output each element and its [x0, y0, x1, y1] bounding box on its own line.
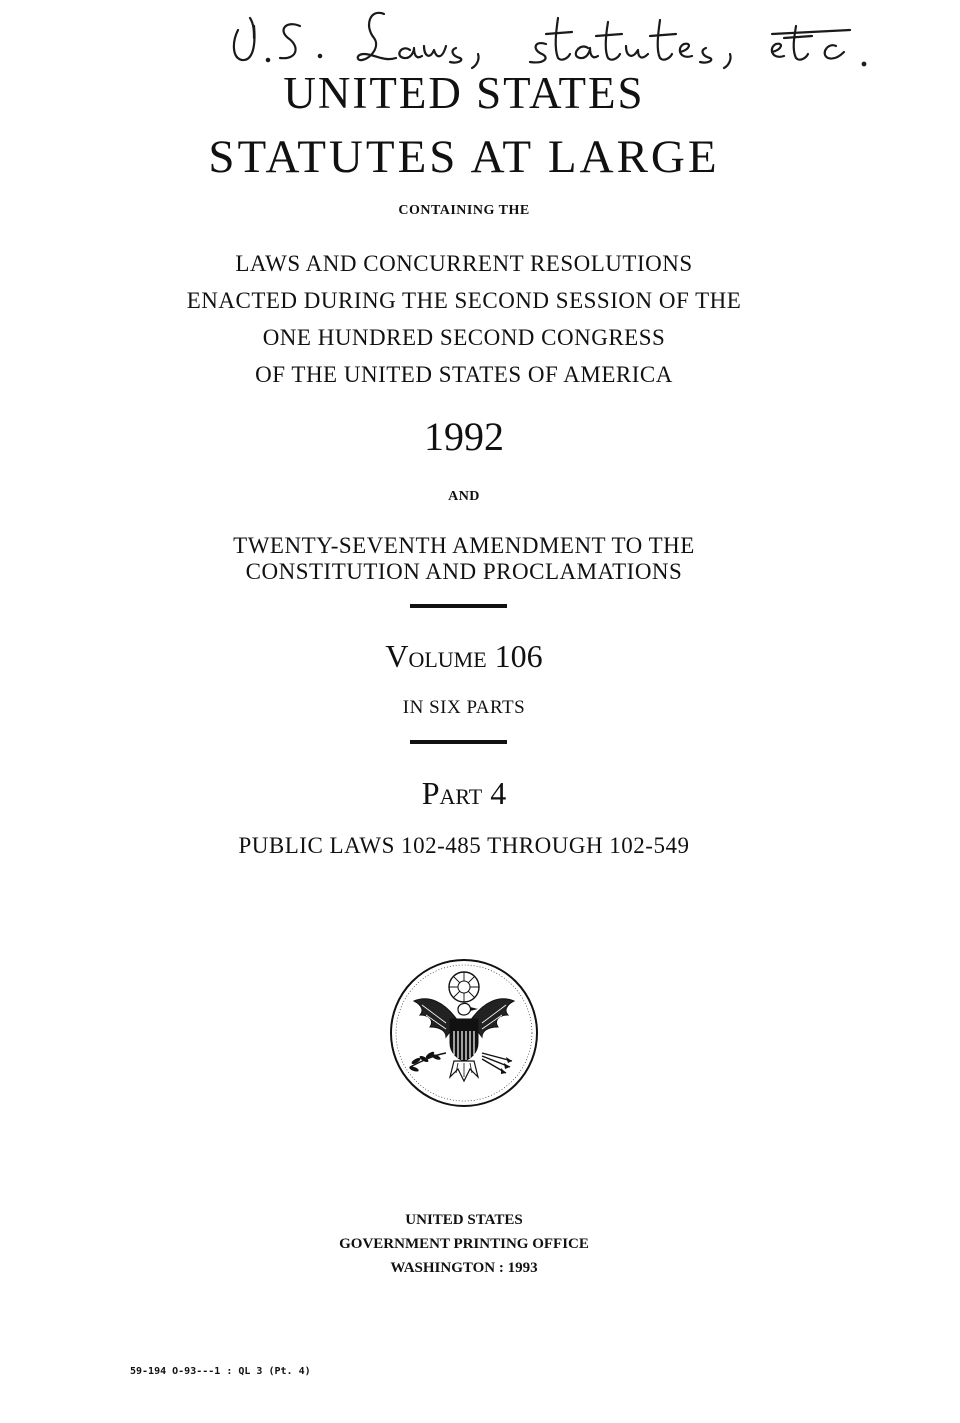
amendment-line: CONSTITUTION AND PROCLAMATIONS [245, 559, 683, 584]
laws-line: OF THE UNITED STATES OF AMERICA [255, 362, 673, 387]
divider-rule [410, 740, 507, 744]
title-line-2: STATUTES AT LARGE [208, 131, 720, 183]
public-laws-range: PUBLIC LAWS 102-485 THROUGH 102-549 [238, 833, 690, 858]
amendment-description [0, 533, 928, 585]
and-label: AND [448, 489, 480, 504]
amendment-line: TWENTY-SEVENTH AMENDMENT TO THE [233, 533, 695, 558]
laws-description [0, 245, 928, 393]
volume-title: Volume 106 [385, 638, 543, 674]
containing-label: CONTAINING THE [398, 203, 530, 218]
year: 1992 [424, 414, 504, 459]
laws-line: ENACTED DURING THE SECOND SESSION OF THE [186, 288, 742, 313]
publisher-imprint [0, 1208, 928, 1280]
divider-rule [410, 604, 507, 608]
imprint-line: WASHINGTON : 1993 [390, 1260, 538, 1276]
laws-line: LAWS AND CONCURRENT RESOLUTIONS [235, 251, 693, 276]
parts-count: IN SIX PARTS [402, 697, 526, 718]
imprint-line: GOVERNMENT PRINTING OFFICE [339, 1236, 589, 1252]
laws-line: ONE HUNDRED SECOND CONGRESS [262, 325, 666, 350]
great-seal-icon [388, 957, 540, 1109]
title-line-1: UNITED STATES [283, 68, 645, 118]
imprint-line: UNITED STATES [405, 1212, 523, 1228]
part-title: Part 4 [421, 775, 507, 811]
print-code: 59-194 O-93---1 : QL 3 (Pt. 4) [130, 1366, 311, 1377]
